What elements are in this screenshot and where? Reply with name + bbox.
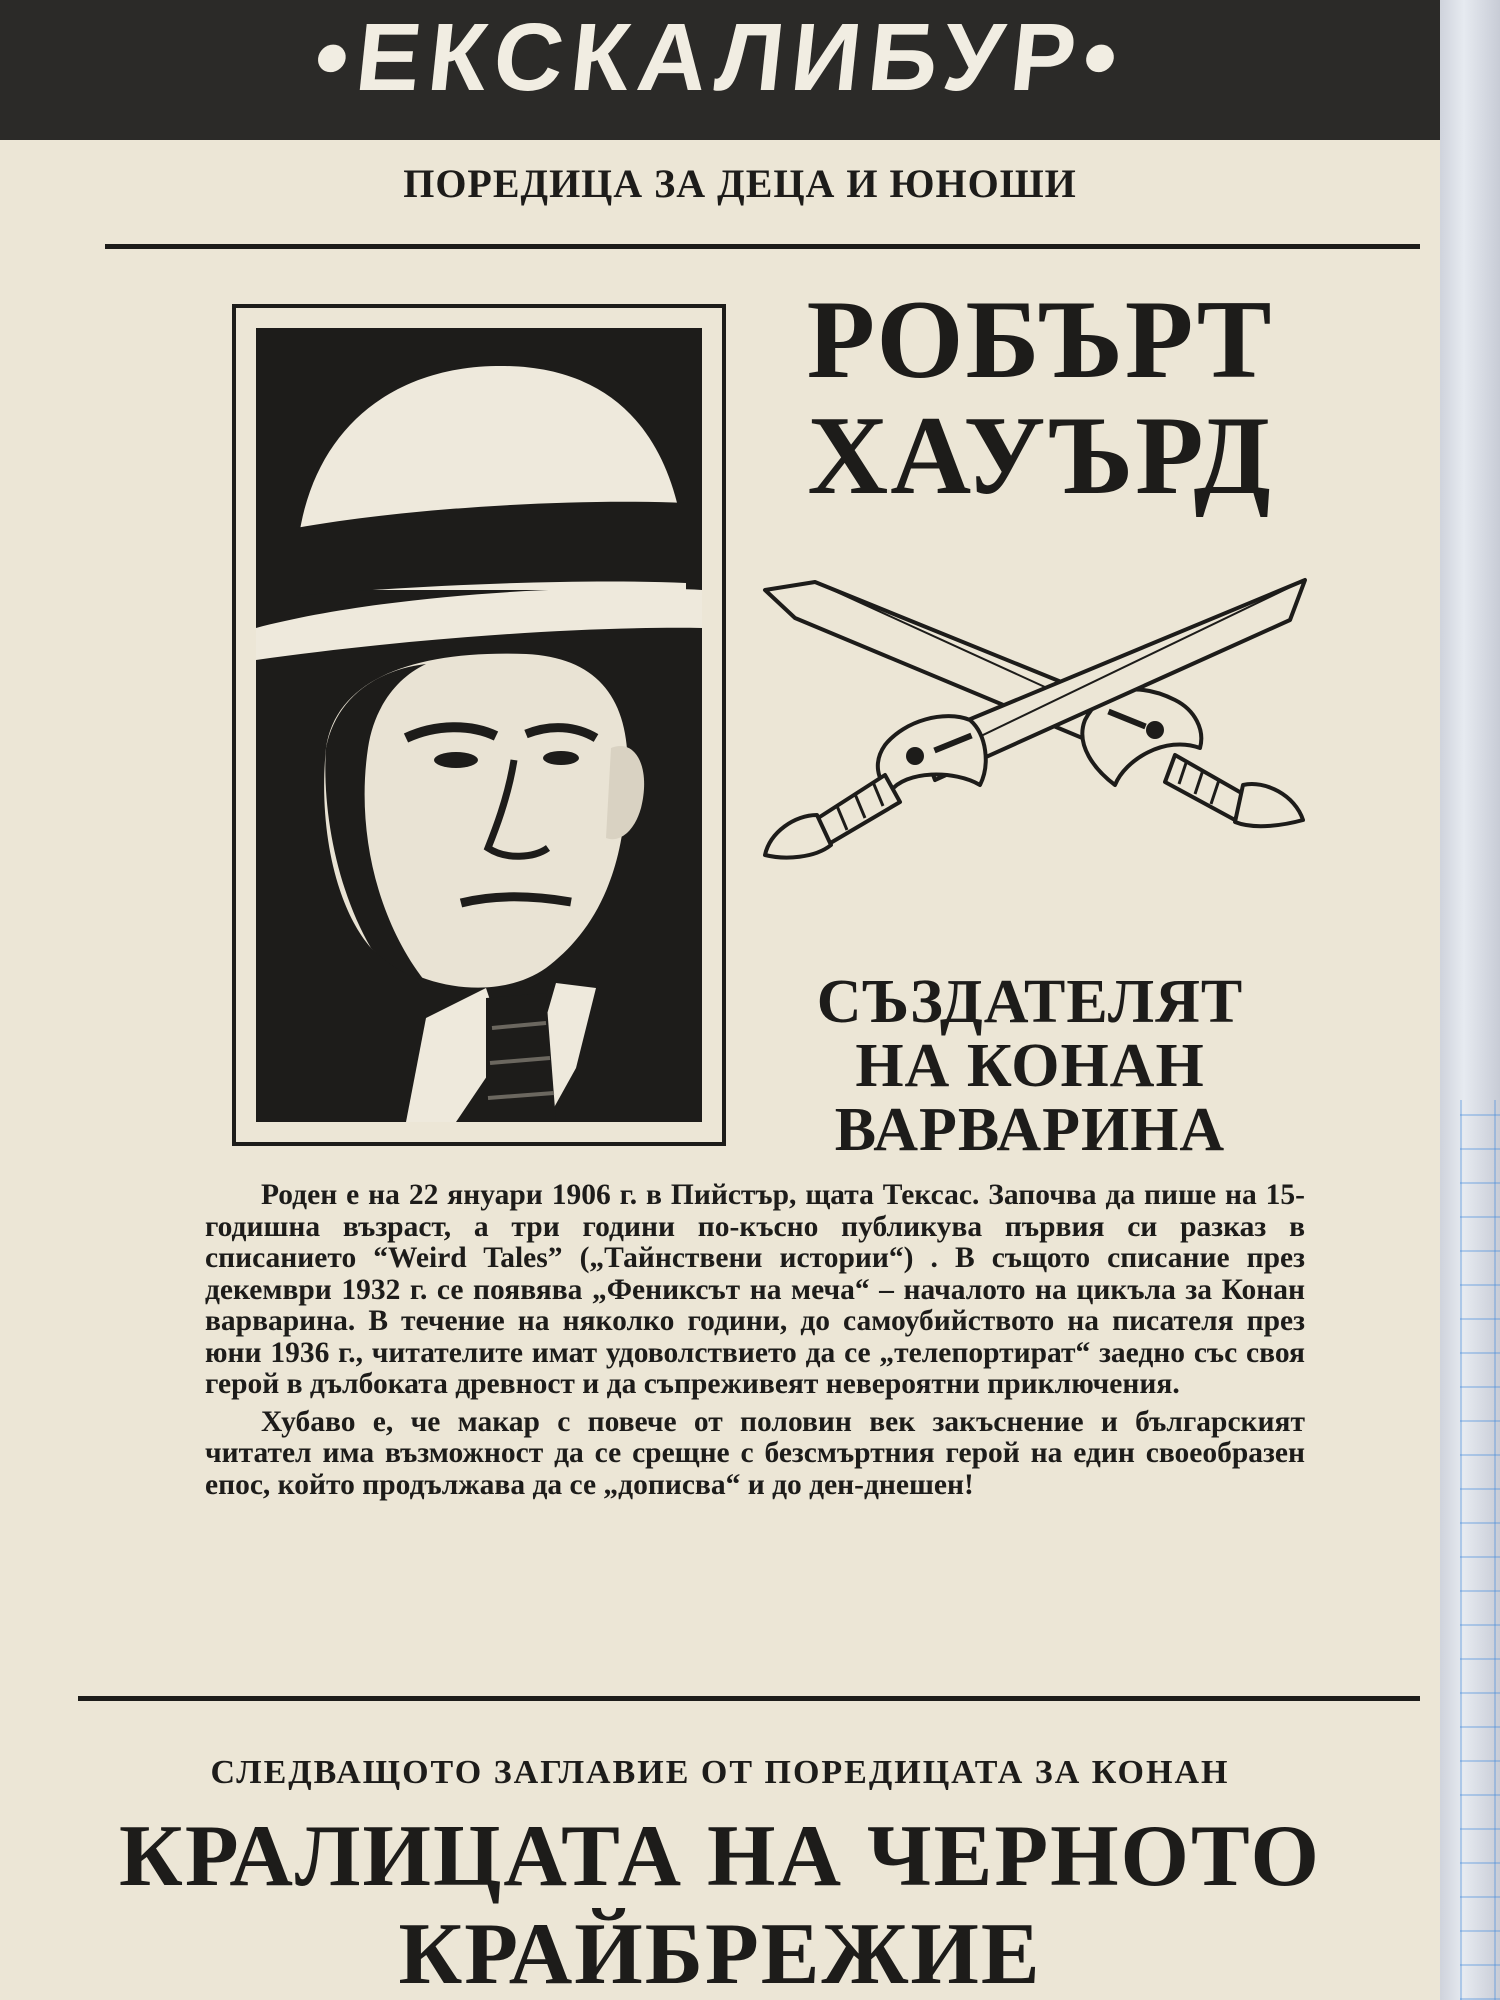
background-page-edge: [1440, 0, 1500, 2000]
next-title-line-2: КРАЙБРЕЖИЕ: [398, 1906, 1042, 2000]
next-book-title: [0, 1808, 1440, 2000]
author-first-name: РОБЪРТ: [806, 278, 1274, 402]
portrait-image: [256, 328, 702, 1122]
graph-paper-edge: [1460, 1100, 1500, 2000]
bio-paragraph-1: Роден е на 22 януари 1906 г. в Пийстър, щата Тексас. Започва да пише на 15-годишна възраст, а три години по-късно публикува първия си разказ в списанието “Weird Tales” („Тайнствени истории“) . В същото списание през декември 1932 г. се появява „Фениксът на меча“ – началото на цикъла за Конан варварина. В течение на няколко години, до самоубийството на писателя през юни 1936 г., читателите имат удоволствието да се „телепортират“ заедно със своя герой в дълбоката древност и да съпреживеят невероятни приключения.: [205, 1179, 1305, 1400]
bio-paragraph-2: Хубаво е, че макар с повече от половин век закъснение и българският читател има възможност да се срещне с безсмъртния герой на един своеобразен епос, който продължава да се „дописва“ и до ден-днешен!: [205, 1405, 1305, 1501]
tagline: [760, 970, 1300, 1162]
header-banner: [0, 0, 1440, 140]
series-label: ПОРЕДИЦА ЗА ДЕЦА И ЮНОШИ: [403, 161, 1077, 206]
author-name: [760, 278, 1320, 518]
next-title-line-1: КРАЛИЦАТА НА ЧЕРНОТО: [119, 1808, 1321, 1905]
author-last-name: ХАУЪРД: [807, 394, 1273, 518]
next-title-label: СЛЕДВАЩОТО ЗАГЛАВИЕ ОТ ПОРЕДИЦАТА ЗА КОНАН: [210, 1754, 1230, 1791]
bottom-divider: [78, 1696, 1420, 1701]
tagline-line-3: ВАРВАРИНА: [834, 1096, 1226, 1164]
author-biography: [205, 1180, 1305, 1507]
top-divider: [105, 244, 1420, 249]
publisher-logo-title: •ЕКСКАЛИБУР•: [309, 4, 1131, 111]
tagline-line-1: СЪЗДАТЕЛЯТ: [816, 968, 1244, 1036]
crossed-swords-icon: [755, 570, 1315, 910]
tagline-line-2: НА КОНАН: [855, 1032, 1205, 1100]
author-portrait: [232, 304, 726, 1146]
